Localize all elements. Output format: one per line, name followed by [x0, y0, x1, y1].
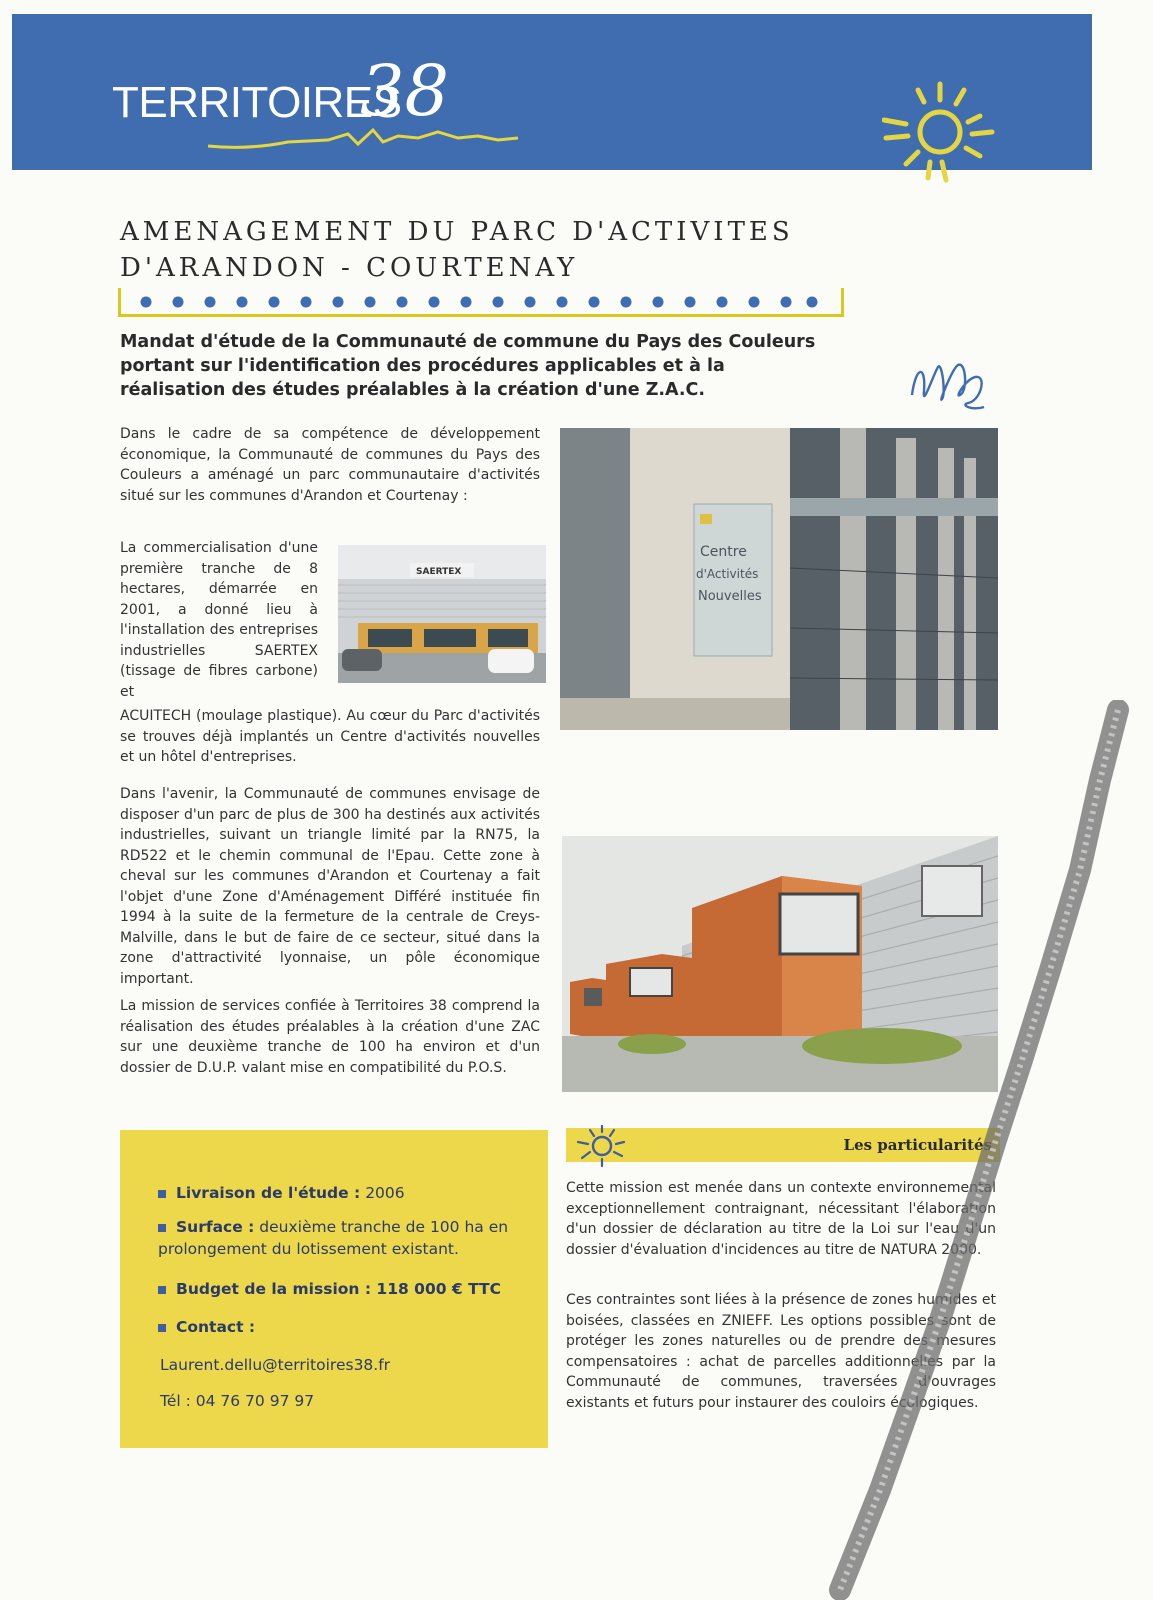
sun-icon [882, 72, 1002, 192]
contact-row [158, 1316, 255, 1338]
title-line-2: D'ARANDON - COURTENAY [120, 253, 579, 283]
scribble-ornament-icon [908, 355, 988, 415]
contact-phone: Tél : 04 76 70 97 97 [160, 1392, 315, 1410]
article-subtitle: Mandat d'étude de la Communauté de commune du Pays des Couleurs portant sur l'identification des procédures applicables et à la réalisation des études préalables à la création d'une Z.A.C. [120, 332, 816, 400]
pencil-stroke-mark [800, 700, 1130, 1600]
body-paragraph-3: Dans l'avenir, la Communauté de communes envisage de disposer d'un parc de plus de 300 ha destinés aux activités industrielles, suivant un triangle limité par la RN75, la RD522 et le chemin communal de l'Epau. Cette zone à cheval sur les communes d'Arandon et Courtenay a fait l'objet d'une Zone d'Aménagement Différé instituée fin 1994 à la suite de la fermeture de la centrale de Creys-Malville, dans le but de faire de ce secteur, situé dans la zone d'attractivité lyonnaise, un pôle économique important. [120, 786, 540, 987]
delivery-row [158, 1182, 405, 1204]
bullet-square-icon [158, 1190, 166, 1198]
particularites-heading: Les particularités [843, 1136, 992, 1154]
centre-sign-line-3: Nouvelles [698, 589, 762, 604]
particularites-paragraph-2: Ces contraintes sont liées à la présence de zones humides et boisées, classées en ZNIEFF. Les options possibles sont de protéger les zones naturelles ou de prendre des mesures compensatoires : achat de parcelles additionnelles par la Communauté de communes, traversées d'ouvrages existants et futurs pour instaurer des couloirs écologiques. [566, 1292, 996, 1411]
surface-value: deuxième tranche de 100 ha en prolongement du lotissement existant. [158, 1218, 509, 1258]
brand-wave-icon [208, 116, 528, 156]
budget-row [158, 1278, 501, 1300]
brand-logo-text: TERRITOIRES [112, 78, 402, 127]
mission-info-box [120, 1130, 548, 1448]
saertex-building-photo [338, 545, 546, 683]
brand-logo-number: 38 [360, 50, 450, 132]
centre-sign-line-1: Centre [700, 544, 747, 560]
centre-sign-line-2: d'Activités [696, 567, 759, 581]
body-paragraph-2a: La commercialisation d'une première tranche de 8 hectares, démarrée en 2001, a donné lieu à l'installation des entreprises industrielles SAERTEX (tissage de fibres carbone) et [120, 540, 318, 700]
contact-label: Contact : [176, 1318, 256, 1336]
title-line-1: AMENAGEMENT DU PARC D'ACTIVITES [120, 217, 794, 247]
contact-email[interactable]: Laurent.dellu@territoires38.fr [160, 1356, 391, 1374]
centre-activites-photo [560, 428, 998, 730]
body-paragraph-1: Dans le cadre de sa compétence de développement économique, la Communauté de communes du Pays des Couleurs a aménagé un parc communautaire d'activités situé sur les communes d'Arandon et Courtenay : [120, 426, 540, 504]
delivery-value: 2006 [365, 1184, 405, 1202]
bullet-square-icon [158, 1224, 166, 1232]
body-paragraph-2b: ACUITECH (moulage plastique). Au cœur du Parc d'activités se trouves déjà implantés un Centre d'activités nouvelles et un hôtel d'entreprises. [120, 708, 540, 765]
particularites-paragraph-1: Cette mission est menée dans un contexte environnemental exceptionnellement contraignant, nécessitant l'élaboration d'un dossier de déclaration au titre de la Loi sur l'eau d'un dossier d'évaluation d'incidences au titre de NATURA 2000. [566, 1180, 996, 1258]
surface-label: Surface : [176, 1218, 255, 1236]
dotted-divider [140, 296, 820, 308]
article-title [120, 214, 860, 286]
bullet-square-icon [158, 1286, 166, 1294]
surface-row [158, 1216, 528, 1260]
budget-label: Budget de la mission : 118 000 € TTC [176, 1280, 501, 1298]
small-sun-icon [572, 1124, 632, 1168]
delivery-label: Livraison de l'étude : [176, 1184, 361, 1202]
saertex-sign-text: SAERTEX [416, 567, 462, 577]
bullet-square-icon [158, 1324, 166, 1332]
body-paragraph-4: La mission de services confiée à Territoires 38 comprend la réalisation des études préalables à la création d'une ZAC sur une deuxième tranche de 100 ha environ et d'un dossier de D.U.P. valant mise en compatibilité du P.O.S. [120, 998, 540, 1076]
